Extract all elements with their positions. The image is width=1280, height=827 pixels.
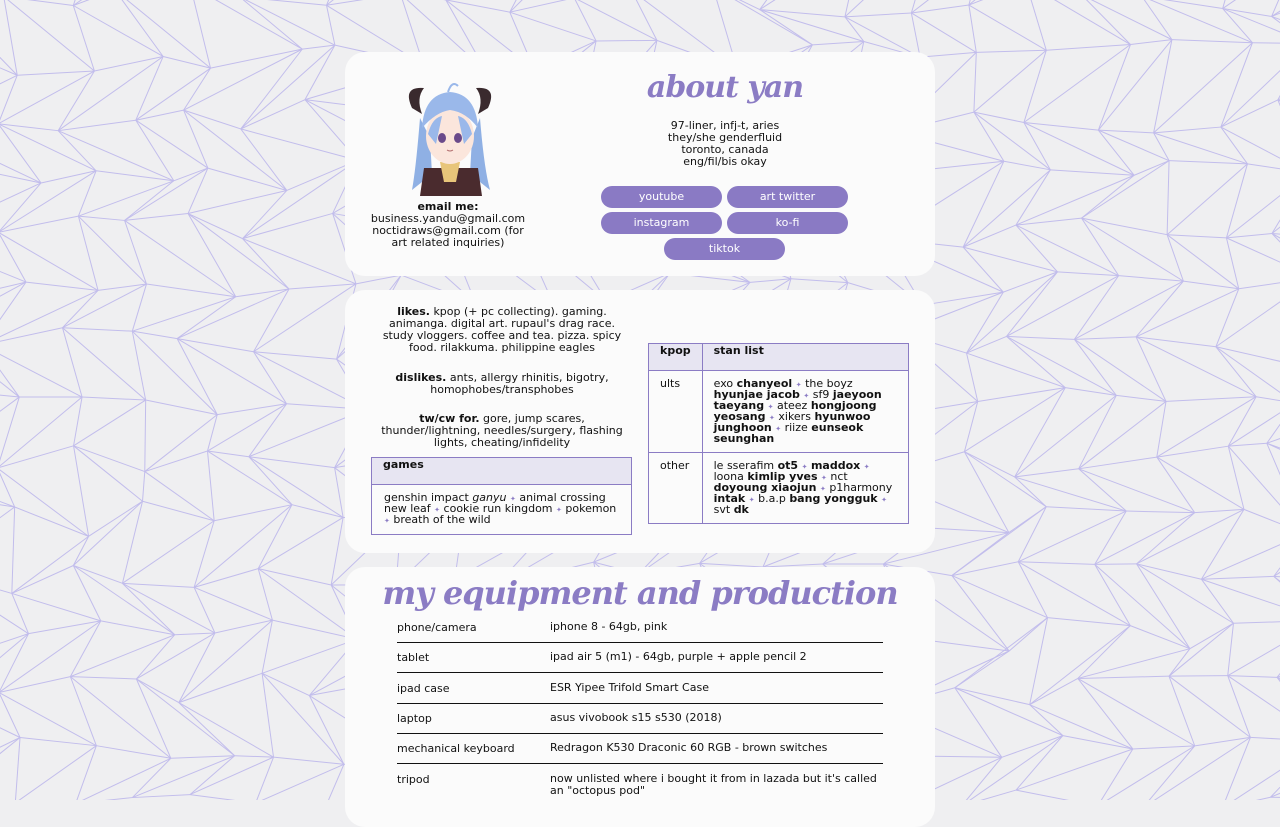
about-line: toronto, canada <box>601 144 849 156</box>
ults-label: ults <box>649 371 703 453</box>
instagram-link-button[interactable]: instagram <box>601 212 722 234</box>
game-character: ganyu <box>472 491 506 504</box>
dislikes-label: dislikes. <box>395 371 446 384</box>
equipment-key: phone/camera <box>397 621 477 634</box>
bias-names: doyoung xiaojun <box>714 481 817 494</box>
bias-names: eunseok seunghan <box>714 421 864 445</box>
about-line: they/she genderfluid <box>601 132 849 144</box>
email-art[interactable]: noctidraws@gmail.com (for art related inquiries) <box>367 225 529 249</box>
bias-names: kimlip yves <box>747 470 817 483</box>
star-icon: ✦ <box>749 496 755 504</box>
other-label: other <box>649 453 703 524</box>
email-block <box>367 201 529 249</box>
star-icon: ✦ <box>556 506 562 514</box>
group-name: the boyz <box>805 377 853 390</box>
equipment-title: my equipment and production <box>375 574 905 612</box>
tiktok-link-button[interactable]: tiktok <box>664 238 785 260</box>
email-business[interactable]: business.yandu@gmail.com <box>367 213 529 225</box>
art-twitter-link-button[interactable]: art twitter <box>727 186 848 208</box>
about-line: eng/fil/bis okay <box>601 156 849 168</box>
group-name: ateez <box>777 399 807 412</box>
about-card <box>345 52 935 276</box>
group-name: le sserafim <box>714 459 774 472</box>
bias-names: maddox <box>811 459 860 472</box>
star-icon: ✦ <box>803 392 809 400</box>
star-icon: ✦ <box>768 403 774 411</box>
star-icon: ✦ <box>775 425 781 433</box>
game-item: genshin impact <box>384 491 469 504</box>
games-header: games <box>372 458 632 485</box>
equipment-value: Redragon K530 Draconic 60 RGB - brown switches <box>550 742 885 754</box>
equipment-value: ESR Yipee Trifold Smart Case <box>550 682 885 694</box>
equipment-card <box>345 567 935 827</box>
equipment-key: tripod <box>397 773 430 786</box>
kpop-header: kpop <box>649 344 703 371</box>
equipment-key: mechanical keyboard <box>397 742 515 755</box>
equipment-value: ipad air 5 (m1) - 64gb, purple + apple pencil 2 <box>550 651 885 663</box>
star-icon: ✦ <box>769 414 775 422</box>
star-icon: ✦ <box>864 463 870 471</box>
equipment-row <box>397 613 883 643</box>
equipment-key: ipad case <box>397 682 450 695</box>
ults-list <box>702 371 908 453</box>
email-label: email me: <box>367 201 529 213</box>
youtube-link-button[interactable]: youtube <box>601 186 722 208</box>
equipment-row <box>397 704 883 734</box>
star-icon: ✦ <box>510 495 516 503</box>
likes-text <box>373 306 631 354</box>
group-name: xikers <box>778 410 811 423</box>
star-icon: ✦ <box>802 463 808 471</box>
group-name: svt <box>714 503 731 516</box>
bias-names: bang yongguk <box>789 492 877 505</box>
bias-names: ot5 <box>778 459 798 472</box>
stan-list-header: stan list <box>702 344 908 371</box>
preferences-card <box>345 290 935 553</box>
equipment-key: laptop <box>397 712 432 725</box>
star-icon: ✦ <box>796 381 802 389</box>
equipment-value: asus vivobook s15 s530 (2018) <box>550 712 885 724</box>
equipment-value: now unlisted where i bought it from in lazada but it's called an "octopus pod" <box>550 773 885 797</box>
bias-names: hongjoong yeosang <box>714 399 877 423</box>
bias-names: dk <box>734 503 749 516</box>
likes-value: kpop (+ pc collecting). gaming. animanga. digital art. rupaul's drag race. study vloggers. coffee and tea. pizza. spicy food. rilakkuma. philippine eagles <box>383 305 621 354</box>
star-icon: ✦ <box>384 517 390 525</box>
tw-label: tw/cw for. <box>419 412 479 425</box>
dislikes-text <box>373 372 631 396</box>
game-item: breath of the wild <box>393 513 490 526</box>
kpop-table <box>648 343 909 524</box>
group-name: b.a.p <box>758 492 786 505</box>
bias-names: chanyeol <box>737 377 793 390</box>
avatar <box>402 78 498 196</box>
group-name: sf9 <box>813 388 830 401</box>
kofi-link-button[interactable]: ko-fi <box>727 212 848 234</box>
group-name: exo <box>714 377 733 390</box>
star-icon: ✦ <box>434 506 440 514</box>
equipment-row <box>397 643 883 673</box>
dislikes-value: ants, allergy rhinitis, bigotry, homophobes/transphobes <box>430 371 608 396</box>
game-item: animal crossing new leaf <box>384 491 606 515</box>
equipment-value: iphone 8 - 64gb, pink <box>550 621 885 633</box>
star-icon: ✦ <box>820 485 826 493</box>
other-list <box>702 453 908 524</box>
about-line: 97-liner, infj-t, aries <box>601 120 849 132</box>
bias-names: jaeyoon taeyang <box>714 388 882 412</box>
star-icon: ✦ <box>881 496 887 504</box>
likes-label: likes. <box>397 305 430 318</box>
bias-names: hyunwoo junghoon <box>714 410 871 434</box>
equipment-key: tablet <box>397 651 429 664</box>
star-icon: ✦ <box>821 474 827 482</box>
tw-text <box>373 413 631 449</box>
group-name: riize <box>785 421 808 434</box>
group-name: p1harmony <box>829 481 892 494</box>
group-name: loona <box>714 470 744 483</box>
page-title: about yan <box>595 70 855 105</box>
games-table <box>371 457 632 535</box>
bias-names: intak <box>714 492 746 505</box>
game-item: cookie run kingdom <box>444 502 553 515</box>
group-name: nct <box>830 470 847 483</box>
equipment-row <box>397 674 883 704</box>
game-item: pokemon <box>565 502 616 515</box>
tw-value: gore, jump scares, thunder/lightning, needles/surgery, flashing lights, cheating/infidelity <box>381 412 623 449</box>
bias-names: hyunjae jacob <box>714 388 800 401</box>
equipment-row <box>397 734 883 764</box>
games-list <box>372 485 632 535</box>
equipment-row <box>397 765 883 805</box>
about-details <box>601 120 849 168</box>
